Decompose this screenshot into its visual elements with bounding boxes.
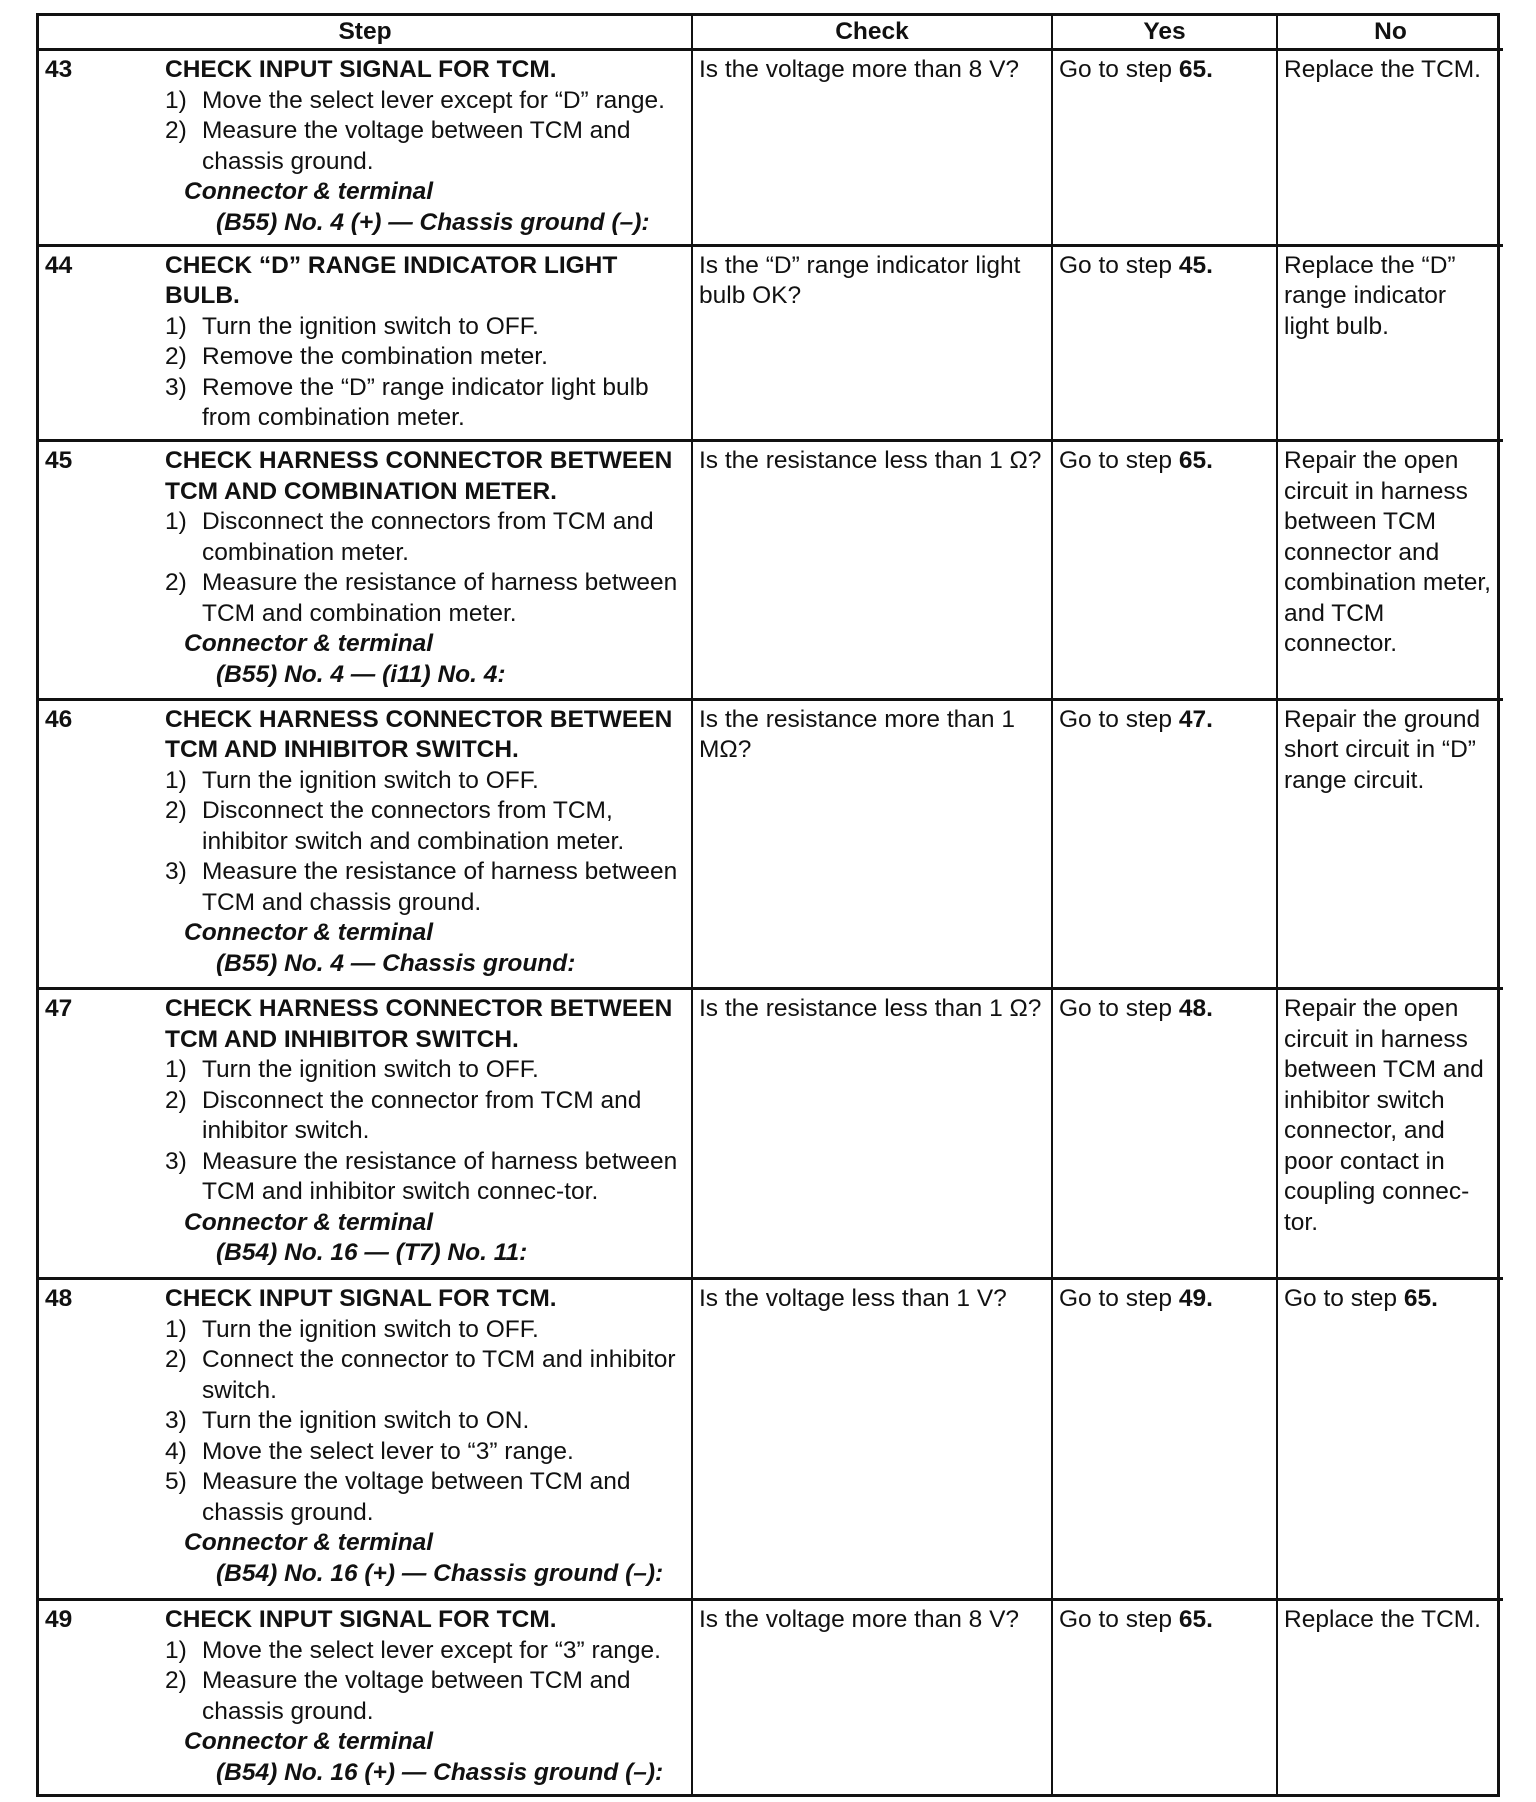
instruction-number: 1): [165, 312, 187, 340]
instruction-number: 1): [165, 86, 187, 114]
connector-terminal-label: Connector & terminal: [184, 919, 434, 947]
step-number: 47: [45, 995, 73, 1023]
instruction-number: 1): [165, 766, 187, 794]
instruction-number: 2): [165, 1086, 187, 1114]
diagnostic-table: [39, 16, 1503, 1794]
instruction-number: 1): [165, 508, 187, 536]
yes-suffix: .: [1206, 995, 1213, 1023]
step-number: 48: [45, 1285, 73, 1313]
yes-suffix: .: [1206, 56, 1213, 83]
no-text: Replace the TCM.: [1284, 1606, 1481, 1634]
instruction-item: [165, 766, 685, 797]
no-cell: [1277, 1279, 1503, 1600]
yes-suffix: .: [1206, 1285, 1213, 1313]
instruction-text: Remove the “D” range indicator light bulb from combination meter.: [202, 373, 649, 432]
instruction-item: [165, 1055, 685, 1086]
instruction-number: 3): [165, 373, 187, 401]
step-title: CHECK INPUT SIGNAL FOR TCM.: [165, 1606, 557, 1634]
yes-step-number: 49: [1178, 1285, 1207, 1313]
no-text: Repair the open circuit in harness between TCM connector and combination meter, and TCM connector.: [1284, 447, 1491, 658]
yes-cell: [1052, 699, 1277, 989]
check-cell: Is the voltage less than 1 V?: [692, 1279, 1052, 1600]
check-cell: Is the voltage more than 8 V?: [692, 1600, 1052, 1794]
header-yes: Yes: [1052, 16, 1277, 50]
yes-cell: [1052, 989, 1277, 1279]
check-cell: Is the voltage more than 8 V?: [692, 50, 1052, 246]
step-number: 49: [45, 1606, 73, 1634]
instruction-text: Measure the voltage between TCM and chassis ground.: [202, 117, 631, 175]
yes-step-number: 65: [1178, 56, 1207, 83]
table-header: [39, 16, 1503, 50]
instruction-item: [165, 86, 685, 117]
yes-text: Go to step: [1059, 447, 1179, 475]
instruction-text: Move the select lever except for “D” range.: [202, 86, 665, 114]
instruction-text: Remove the combination meter.: [202, 343, 548, 371]
instruction-number: 1): [165, 1056, 187, 1084]
instruction-number: 2): [165, 797, 187, 825]
header-step: Step: [39, 16, 692, 50]
connector-terminal-label: Connector & terminal: [184, 178, 434, 205]
yes-cell: [1052, 245, 1277, 441]
instruction-number: 3): [165, 858, 187, 886]
step-title: CHECK HARNESS CONNECTOR BETWEEN TCM AND INHIBITOR SWITCH.: [165, 705, 673, 764]
instruction-number: 2): [165, 569, 187, 597]
instruction-number: 5): [165, 1468, 187, 1496]
step-number: 43: [45, 56, 73, 83]
check-cell: Is the resistance more than 1 MΩ?: [692, 699, 1052, 989]
instruction-text: Measure the resistance of harness between TCM and inhibitor switch connec-tor.: [202, 1147, 678, 1206]
check-cell: Is the “D” range indicator light bulb OK?: [692, 245, 1052, 441]
yes-cell: [1052, 1279, 1277, 1600]
yes-suffix: .: [1206, 251, 1213, 279]
no-text: Repair the ground short circuit in “D” range circuit.: [1284, 705, 1481, 794]
table-row: [39, 441, 1503, 699]
check-cell: Is the resistance less than 1 Ω?: [692, 441, 1052, 699]
table-row: [39, 1279, 1503, 1600]
check-cell: Is the resistance less than 1 Ω?: [692, 989, 1052, 1279]
instruction-number: 1): [165, 1315, 187, 1343]
step-cell: [39, 441, 692, 699]
yes-text: Go to step: [1059, 995, 1179, 1023]
yes-step-number: 65: [1178, 447, 1207, 475]
instruction-item: [165, 116, 685, 177]
instruction-text: Disconnect the connector from TCM and inhibitor switch.: [202, 1086, 642, 1145]
table-row: [39, 989, 1503, 1279]
no-step-number: 65: [1403, 1285, 1432, 1313]
instruction-item: [165, 1406, 685, 1437]
yes-text: Go to step: [1059, 1285, 1179, 1313]
yes-step-number: 48: [1178, 995, 1207, 1023]
connector-terminal-label: Connector & terminal: [184, 1529, 434, 1557]
step-cell: [39, 50, 692, 246]
instruction-item: [165, 1666, 685, 1727]
no-text: Replace the TCM.: [1284, 56, 1481, 83]
instruction-text: Move the select lever except for “3” range.: [202, 1636, 661, 1664]
instruction-text: Connect the connector to TCM and inhibitor switch.: [202, 1346, 676, 1404]
header-row: [39, 16, 1503, 50]
no-text: Go to step: [1284, 1285, 1404, 1313]
instruction-text: Measure the voltage between TCM and chassis ground.: [202, 1468, 631, 1526]
instruction-item: [165, 1147, 685, 1208]
step-body: [165, 51, 691, 238]
instruction-item: [165, 1636, 685, 1667]
connector-terminal-label: Connector & terminal: [184, 630, 434, 658]
step-cell: [39, 1600, 692, 1794]
connector-terminal-label: Connector & terminal: [184, 1728, 434, 1756]
instruction-number: 1): [165, 1636, 187, 1664]
instruction-text: Disconnect the connectors from TCM and combination meter.: [202, 508, 654, 566]
yes-text: Go to step: [1059, 705, 1179, 733]
step-number: 45: [45, 447, 73, 475]
instruction-number: 2): [165, 343, 187, 371]
instruction-text: Measure the resistance of harness between TCM and combination meter.: [202, 569, 678, 627]
instruction-number: 4): [165, 1437, 187, 1465]
step-cell: [39, 245, 692, 441]
instruction-item: [165, 857, 685, 918]
step-cell: [39, 989, 692, 1279]
instruction-item: [165, 1437, 685, 1468]
step-title: CHECK HARNESS CONNECTOR BETWEEN TCM AND COMBINATION METER.: [165, 447, 673, 505]
table-row: [39, 245, 1503, 441]
step-title: CHECK INPUT SIGNAL FOR TCM.: [165, 56, 557, 83]
instruction-item: [165, 342, 685, 373]
instruction-text: Turn the ignition switch to OFF.: [202, 312, 539, 340]
instruction-number: 2): [165, 117, 187, 144]
no-text: Replace the “D” range indicator light bulb.: [1284, 251, 1456, 340]
instruction-item: [165, 568, 685, 629]
instruction-text: Turn the ignition switch to OFF.: [202, 1315, 539, 1343]
no-cell: [1277, 989, 1503, 1279]
instruction-item: [165, 1086, 685, 1147]
connector-terminal-spec: (B54) No. 16 (+) — Chassis ground (–):: [216, 1758, 664, 1786]
connector-terminal-spec: (B55) No. 4 (+) — Chassis ground (–):: [216, 208, 650, 236]
yes-cell: [1052, 50, 1277, 246]
no-text: Repair the open circuit in harness between TCM and inhibitor switch connector, and poor contact in coupling connec-tor.: [1284, 995, 1484, 1236]
step-body: [165, 247, 691, 434]
yes-text: Go to step: [1059, 56, 1179, 83]
instruction-number: 2): [165, 1667, 187, 1695]
instruction-item: [165, 1467, 685, 1528]
connector-terminal-label: Connector & terminal: [184, 1208, 434, 1236]
yes-text: Go to step: [1059, 1606, 1179, 1634]
table-row: [39, 50, 1503, 246]
yes-suffix: .: [1206, 1606, 1213, 1634]
instruction-number: 3): [165, 1147, 187, 1175]
diagnostic-table-frame: [36, 13, 1500, 1797]
instruction-item: [165, 1345, 685, 1406]
connector-terminal-spec: (B55) No. 4 — Chassis ground:: [216, 949, 576, 977]
table-body: [39, 50, 1503, 1795]
instruction-text: Measure the resistance of harness between TCM and chassis ground.: [202, 858, 678, 916]
step-body: [165, 990, 691, 1269]
header-check: Check: [692, 16, 1052, 50]
no-cell: [1277, 441, 1503, 699]
no-suffix: .: [1431, 1285, 1438, 1313]
instruction-number: 3): [165, 1407, 187, 1435]
yes-cell: [1052, 1600, 1277, 1794]
table-row: [39, 699, 1503, 989]
yes-suffix: .: [1206, 705, 1213, 733]
instruction-text: Turn the ignition switch to OFF.: [202, 1056, 539, 1084]
table-row: [39, 1600, 1503, 1794]
step-number: 46: [45, 705, 73, 733]
yes-cell: [1052, 441, 1277, 699]
connector-terminal-spec: (B55) No. 4 — (i11) No. 4:: [216, 660, 506, 688]
step-cell: [39, 699, 692, 989]
connector-terminal-spec: (B54) No. 16 — (T7) No. 11:: [216, 1239, 528, 1267]
no-cell: [1277, 50, 1503, 246]
connector-terminal-spec: (B54) No. 16 (+) — Chassis ground (–):: [216, 1559, 664, 1587]
instruction-text: Turn the ignition switch to ON.: [202, 1407, 530, 1435]
instruction-text: Turn the ignition switch to OFF.: [202, 766, 539, 794]
no-cell: [1277, 1600, 1503, 1794]
no-cell: [1277, 245, 1503, 441]
instruction-item: [165, 312, 685, 343]
step-title: CHECK HARNESS CONNECTOR BETWEEN TCM AND INHIBITOR SWITCH.: [165, 995, 673, 1053]
instruction-text: Move the select lever to “3” range.: [202, 1437, 574, 1465]
step-title: CHECK “D” RANGE INDICATOR LIGHT BULB.: [165, 251, 618, 310]
instruction-number: 2): [165, 1346, 187, 1374]
yes-step-number: 65: [1178, 1606, 1207, 1634]
header-no: No: [1277, 16, 1503, 50]
yes-suffix: .: [1206, 447, 1213, 475]
step-body: [165, 1601, 691, 1788]
instruction-text: Disconnect the connectors from TCM, inhibitor switch and combination meter.: [202, 797, 625, 855]
yes-text: Go to step: [1059, 251, 1179, 279]
instruction-item: [165, 373, 685, 434]
step-cell: [39, 1279, 692, 1600]
step-title: CHECK INPUT SIGNAL FOR TCM.: [165, 1285, 557, 1313]
yes-step-number: 45: [1178, 251, 1207, 279]
step-body: [165, 701, 691, 980]
step-body: [165, 1280, 691, 1589]
yes-step-number: 47: [1178, 705, 1207, 733]
instruction-item: [165, 1315, 685, 1346]
instruction-item: [165, 796, 685, 857]
step-body: [165, 442, 691, 690]
no-cell: [1277, 699, 1503, 989]
instruction-item: [165, 507, 685, 568]
instruction-text: Measure the voltage between TCM and chassis ground.: [202, 1667, 631, 1725]
step-number: 44: [45, 251, 73, 279]
